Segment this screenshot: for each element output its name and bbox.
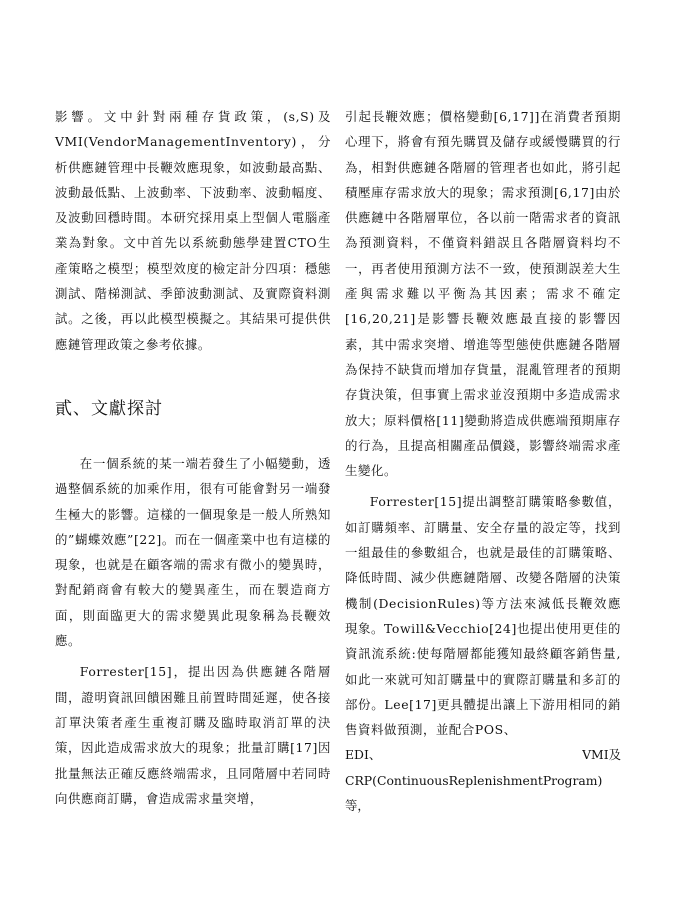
butterfly-effect-paragraph: 在一個系統的某一端若發生了小幅變動，透過整個系統的加乘作用，很有可能會對另一端發生極大的影響。這樣的一個現象是一般人所熟知的”蝴蝶效應”[22]。而在一個產業中也有這樣的現象，也就是在顧客端的需求有微小的變異時，對配銷商會有較大的變異產生，而在製造商方面，則面臨更大的需求變異此現象稱為長鞭效應。: [55, 455, 331, 649]
edi-vmi-line: [345, 742, 621, 767]
forrester-causes-paragraph: Forrester[15]，提出因為供應鏈各階層間，證明資訊回饋困難且前置時間延遲，使各接訂單決策者產生重複訂購及臨時取消訂單的決策，因此造成需求放大的現象；批量訂購[17]因批量無法正確反應終端需求，且同階層中若同時向供應商訂購，會造成需求量突增，: [55, 664, 331, 806]
edi-text: EDI、: [345, 747, 382, 763]
intro-paragraph: 影響。文中針對兩種存貨政策，(s,S)及VMI(VendorManagementInventory)，分析供應鏈管理中長鞭效應現象，如波動最高點、波動最低點、上波動率、下波動率、波動幅度、及波動回穩時間。本研究採用桌上型個人電腦產業為對象。文中首先以系統動態學建置CTO生產策略之模型；模型效度的檢定計分四項：穩態測試、階梯測試、季節波動測試、及實際資料測試。之後，再以此模型模擬之。其結果可提供供應鏈管理政策之參考依據。: [55, 109, 331, 352]
section-heading: 貳、文獻探討: [55, 398, 163, 419]
crp-line: CRP(ContinuousReplenishmentProgram)等，: [345, 772, 603, 814]
causes-continued-paragraph: 引起長鞭效應；價格變動[6,17]]在消費者預期心理下，將會有預先購買及儲存或緩慢購買的行為，相對供應鏈各階層的管理者也如此，將引起積壓庫存需求放大的現象；需求預測[6,17]由於供應鏈中各階層單位，各以前一階需求者的資訊為預測資料，不僅資料錯誤且各階層資料均不一，再者使用預測方法不一致，使預測誤差大生產與需求難以平衡為其因素；需求不確定[16,20,21]是影響長鞭效應最直接的影響因素，其中需求突增、增進等型態使供應鏈各階層為保持不缺貨而增加存貨量，混亂管理者的預期存貨決策，但事實上需求並沒預期中多造成需求放大；原料價格[11]變動將造成供應端預期庫存的行為，且提高相關產品價錢，影響終端需求產生變化。: [345, 109, 621, 479]
left-column: [55, 104, 331, 811]
forrester-strategy-paragraph: Forrester[15]提出調整訂購策略參數值，如訂購頻率、訂購量、安全存量的設定等，找到一組最佳的參數組合，也就是最佳的訂購策略、降低時間、減少供應鏈階層、改變各階層的決策機制(DecisionRules)等方法來減低長鞭效應現象。Towill&Vecchio[24]也提出使用更佳的資訊流系統:使每階層都能獲知最終顧客銷售量,如此一來就可知訂購量中的實際訂購量和多訂的部份。Lee[17]更具體提出讓上下游用相同的銷售資料做預測，並配合POS、: [345, 494, 621, 738]
right-column: [345, 104, 621, 818]
vmi-text: VMI及: [582, 747, 621, 763]
